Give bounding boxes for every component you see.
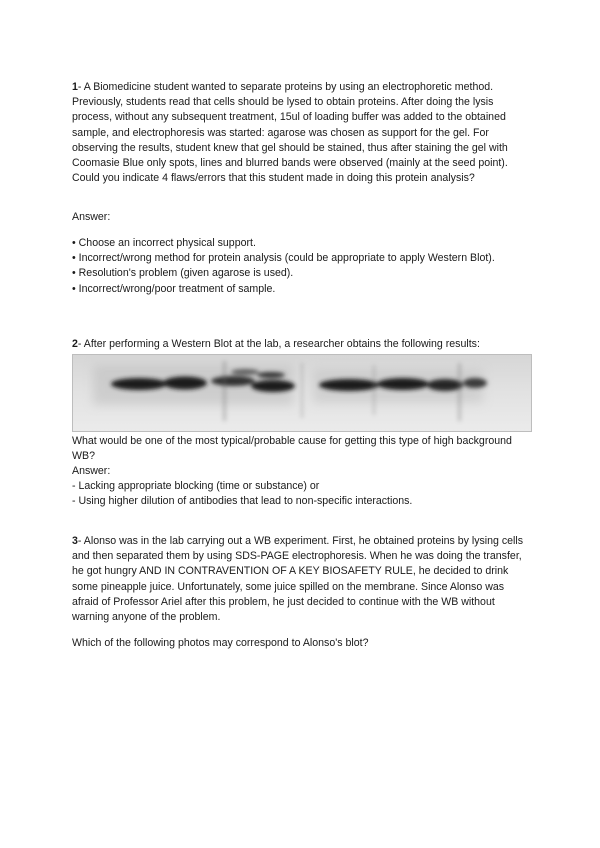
- answer-item: • Choose an incorrect physical support.: [72, 237, 256, 249]
- answer-item: • Incorrect/wrong method for protein analysis (could be appropriate to apply Western Blot).: [72, 252, 495, 265]
- answer-item: • Resolution's problem (given agarose is used).: [72, 267, 294, 280]
- question-2-question: What would be one of the most typical/probable cause for getting this type of high background WB?: [72, 435, 512, 463]
- western-blot-graphic: [73, 355, 531, 431]
- question-3-question: Which of the following photos may correspond to Alonso's blot?: [72, 637, 369, 649]
- question-1-number: 1: [72, 81, 78, 93]
- question-3-text: [72, 534, 532, 625]
- question-2-answers: [72, 479, 532, 509]
- question-3-body: - Alonso was in the lab carrying out a WB experiment. First, he obtained proteins by lysing cells and then separated them by using SDS-PAGE electrophoresis. When he was doing the transfer, he got hungry AND IN CONTRAVENTION OF A KEY BIOSAFETY RULE, he decided to drink some pineapple juice. Unfortunately, some juice spilled on the membrane. Since Alonso was afraid of Professor Ariel after this problem, he just decided to continue with the WB without warning anyone of the problem.: [72, 535, 524, 624]
- question-2-answer-label: Answer:: [72, 465, 111, 477]
- question-3-number: 3: [72, 535, 78, 547]
- question-1-answer-label: Answer:: [72, 211, 111, 223]
- answer-item: • Incorrect/wrong/poor treatment of sample.: [72, 282, 276, 295]
- question-1-body: - A Biomedicine student wanted to separate proteins by using an electrophoretic method. Previously, students read that cells should be lysed to obtain proteins. After doing the lysis process, without any subsequent treatment, 15ul of loading buffer was added to the obtained sample, and electrophoresis was started: agarose was chosen as support for the gel. For observing the results, student knew that gel should be stained, thus after staining the gel with Coomasie Blue only spots, lines and blurred bands were observed (mainly at the seed point). Could you indicate 4 flaws/errors that this student made in doing this protein analysis?: [72, 81, 508, 185]
- question-1: [72, 80, 532, 186]
- question-2-text: [72, 337, 542, 352]
- question-2-body: - After performing a Western Blot at the lab, a researcher obtains the following results:: [77, 338, 480, 350]
- western-blot-image: [72, 354, 532, 432]
- question-2-number: 2: [72, 338, 78, 350]
- question-1-text: [72, 80, 532, 186]
- answer-item: - Using higher dilution of antibodies that lead to non-specific interactions.: [72, 495, 413, 508]
- question-1-answers: [72, 236, 532, 297]
- question-2: [72, 337, 542, 352]
- answer-item: - Lacking appropriate blocking (time or substance) or: [72, 480, 320, 492]
- question-3: [72, 534, 532, 625]
